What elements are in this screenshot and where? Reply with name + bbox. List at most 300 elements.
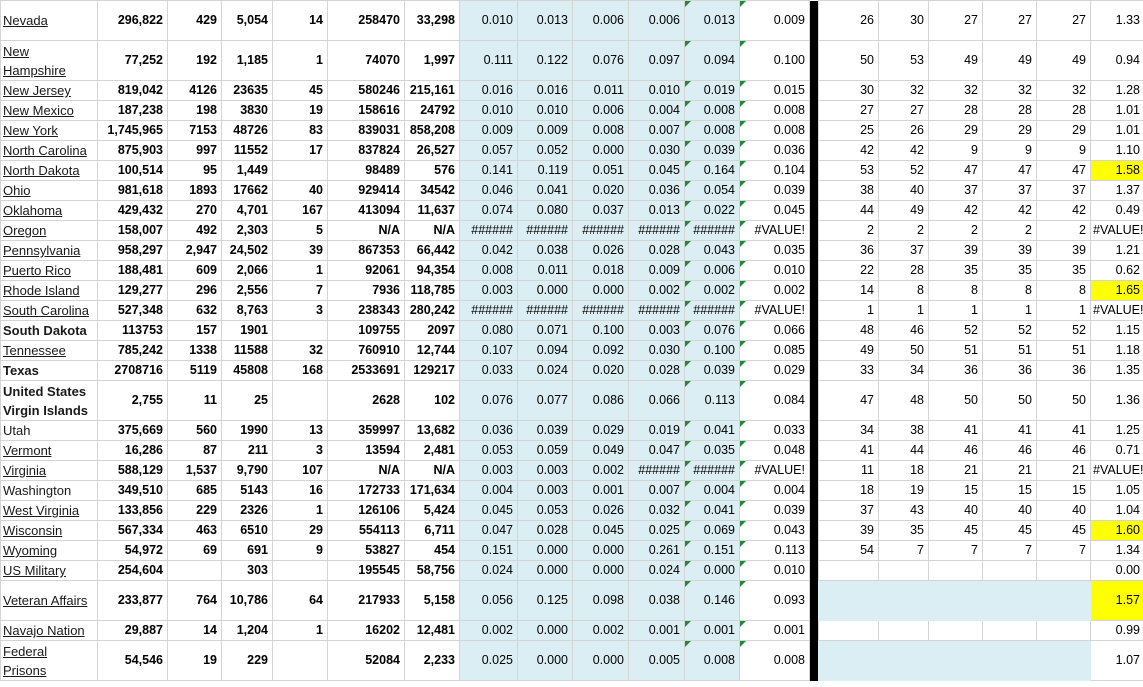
count-cell[interactable]: 839031 <box>328 121 405 141</box>
average-cell[interactable]: 0.008 <box>740 641 810 681</box>
rank-cell[interactable]: 32 <box>929 81 983 101</box>
ratio-cell[interactable]: ###### <box>629 461 685 481</box>
rank-cell[interactable]: 22 <box>819 261 879 281</box>
rank-cell[interactable]: 49 <box>879 201 929 221</box>
rank-cell[interactable]: 40 <box>1037 501 1091 521</box>
count-cell[interactable]: 5,054 <box>222 1 273 41</box>
count-cell[interactable]: 2533691 <box>328 361 405 381</box>
rank-cell[interactable]: 27 <box>983 1 1037 41</box>
rank-cell[interactable]: 34 <box>879 361 929 381</box>
ratio-cell[interactable]: 0.016 <box>518 81 573 101</box>
rank-cell[interactable]: 19 <box>879 481 929 501</box>
count-cell[interactable]: 238343 <box>328 301 405 321</box>
count-cell[interactable]: 158,007 <box>98 221 168 241</box>
row-label-cell[interactable]: South Carolina <box>1 301 98 321</box>
rank-cell[interactable]: 15 <box>1037 481 1091 501</box>
rank-cell[interactable] <box>983 621 1037 641</box>
score-cell[interactable]: 1.04 <box>1091 501 1143 521</box>
row-label-cell[interactable]: US Military <box>1 561 98 581</box>
rank-cell[interactable]: 53 <box>819 161 879 181</box>
count-cell[interactable]: 24,502 <box>222 241 273 261</box>
average-cell[interactable]: 0.001 <box>740 621 810 641</box>
count-cell[interactable]: 198 <box>168 101 222 121</box>
count-cell[interactable]: 1990 <box>222 421 273 441</box>
count-cell[interactable]: 133,856 <box>98 501 168 521</box>
count-cell[interactable]: 5,424 <box>405 501 460 521</box>
row-label-cell[interactable]: West Virginia <box>1 501 98 521</box>
rank-cell[interactable]: 50 <box>819 41 879 81</box>
count-cell[interactable]: 113753 <box>98 321 168 341</box>
score-cell[interactable]: 1.15 <box>1091 321 1143 341</box>
count-cell[interactable]: 2326 <box>222 501 273 521</box>
ratio-cell[interactable]: 0.080 <box>518 201 573 221</box>
score-cell[interactable]: 0.49 <box>1091 201 1143 221</box>
ratio-cell[interactable]: ###### <box>685 221 740 241</box>
rank-cell[interactable]: 36 <box>819 241 879 261</box>
average-cell[interactable]: 0.104 <box>740 161 810 181</box>
row-label-cell[interactable]: Federal Prisons <box>1 641 98 681</box>
rank-cell[interactable]: 30 <box>879 1 929 41</box>
rank-cell[interactable]: 49 <box>1037 41 1091 81</box>
ratio-cell[interactable]: 0.018 <box>573 261 629 281</box>
count-cell[interactable]: 2708716 <box>98 361 168 381</box>
count-cell[interactable]: 17 <box>273 141 328 161</box>
count-cell[interactable]: 19 <box>273 101 328 121</box>
rank-cell[interactable] <box>983 581 1037 621</box>
rank-cell[interactable]: 46 <box>983 441 1037 461</box>
count-cell[interactable]: 7 <box>273 281 328 301</box>
row-label-cell[interactable]: Pennsylvania <box>1 241 98 261</box>
count-cell[interactable] <box>273 161 328 181</box>
rank-cell[interactable]: 8 <box>879 281 929 301</box>
score-cell[interactable]: 1.60 <box>1091 521 1143 541</box>
count-cell[interactable]: N/A <box>405 221 460 241</box>
rank-cell[interactable]: 29 <box>929 121 983 141</box>
count-cell[interactable]: 92061 <box>328 261 405 281</box>
count-cell[interactable]: 77,252 <box>98 41 168 81</box>
rank-cell[interactable]: 47 <box>1037 161 1091 181</box>
row-label-cell[interactable]: New Mexico <box>1 101 98 121</box>
count-cell[interactable]: 48726 <box>222 121 273 141</box>
count-cell[interactable]: 98489 <box>328 161 405 181</box>
ratio-cell[interactable]: 0.006 <box>573 101 629 121</box>
count-cell[interactable]: 11 <box>168 381 222 421</box>
rank-cell[interactable] <box>879 621 929 641</box>
row-label-cell[interactable]: North Dakota <box>1 161 98 181</box>
rank-cell[interactable]: 1 <box>983 301 1037 321</box>
count-cell[interactable]: 229 <box>168 501 222 521</box>
count-cell[interactable]: 9 <box>273 541 328 561</box>
ratio-cell[interactable]: 0.036 <box>460 421 518 441</box>
score-cell[interactable]: 1.28 <box>1091 81 1143 101</box>
ratio-cell[interactable]: 0.098 <box>573 581 629 621</box>
rank-cell[interactable] <box>819 561 879 581</box>
rank-cell[interactable]: 49 <box>983 41 1037 81</box>
ratio-cell[interactable]: 0.036 <box>629 181 685 201</box>
count-cell[interactable]: 875,903 <box>98 141 168 161</box>
count-cell[interactable]: 691 <box>222 541 273 561</box>
ratio-cell[interactable]: 0.041 <box>685 421 740 441</box>
count-cell[interactable]: 1 <box>273 501 328 521</box>
rank-cell[interactable]: 52 <box>1037 321 1091 341</box>
count-cell[interactable]: 9,790 <box>222 461 273 481</box>
count-cell[interactable]: 258470 <box>328 1 405 41</box>
count-cell[interactable]: 2,755 <box>98 381 168 421</box>
count-cell[interactable]: 126106 <box>328 501 405 521</box>
rank-cell[interactable]: 26 <box>819 1 879 41</box>
rank-cell[interactable]: 47 <box>819 381 879 421</box>
count-cell[interactable]: N/A <box>405 461 460 481</box>
ratio-cell[interactable]: 0.010 <box>518 101 573 121</box>
rank-cell[interactable]: 48 <box>819 321 879 341</box>
rank-cell[interactable]: 35 <box>983 261 1037 281</box>
ratio-cell[interactable]: 0.001 <box>573 481 629 501</box>
ratio-cell[interactable]: 0.030 <box>629 141 685 161</box>
rank-cell[interactable]: 2 <box>1037 221 1091 241</box>
rank-cell[interactable] <box>879 581 929 621</box>
rank-cell[interactable] <box>819 581 879 621</box>
count-cell[interactable]: 4126 <box>168 81 222 101</box>
score-cell[interactable]: 1.05 <box>1091 481 1143 501</box>
score-cell[interactable]: 1.34 <box>1091 541 1143 561</box>
rank-cell[interactable]: 18 <box>819 481 879 501</box>
row-label-cell[interactable]: Ohio <box>1 181 98 201</box>
count-cell[interactable]: 211 <box>222 441 273 461</box>
ratio-cell[interactable]: 0.047 <box>629 441 685 461</box>
rank-cell[interactable] <box>1037 621 1091 641</box>
count-cell[interactable]: 171,634 <box>405 481 460 501</box>
count-cell[interactable]: 95 <box>168 161 222 181</box>
ratio-cell[interactable]: 0.107 <box>460 341 518 361</box>
rank-cell[interactable]: 8 <box>929 281 983 301</box>
count-cell[interactable] <box>273 561 328 581</box>
ratio-cell[interactable]: 0.008 <box>685 101 740 121</box>
ratio-cell[interactable]: 0.035 <box>685 441 740 461</box>
ratio-cell[interactable]: 0.028 <box>518 521 573 541</box>
ratio-cell[interactable]: 0.086 <box>573 381 629 421</box>
rank-cell[interactable]: 2 <box>819 221 879 241</box>
average-cell[interactable]: 0.002 <box>740 281 810 301</box>
count-cell[interactable]: 33,298 <box>405 1 460 41</box>
rank-cell[interactable]: 34 <box>819 421 879 441</box>
ratio-cell[interactable]: 0.057 <box>460 141 518 161</box>
average-cell[interactable]: 0.009 <box>740 1 810 41</box>
count-cell[interactable]: 764 <box>168 581 222 621</box>
count-cell[interactable]: 997 <box>168 141 222 161</box>
count-cell[interactable]: 413094 <box>328 201 405 221</box>
rank-cell[interactable]: 15 <box>983 481 1037 501</box>
count-cell[interactable]: 29,887 <box>98 621 168 641</box>
row-label-cell[interactable]: Virginia <box>1 461 98 481</box>
ratio-cell[interactable]: 0.113 <box>685 381 740 421</box>
count-cell[interactable]: 11552 <box>222 141 273 161</box>
ratio-cell[interactable]: 0.100 <box>685 341 740 361</box>
count-cell[interactable]: 16202 <box>328 621 405 641</box>
count-cell[interactable]: 229 <box>222 641 273 681</box>
ratio-cell[interactable]: 0.024 <box>518 361 573 381</box>
rank-cell[interactable]: 52 <box>983 321 1037 341</box>
ratio-cell[interactable]: 0.042 <box>460 241 518 261</box>
ratio-cell[interactable]: 0.045 <box>573 521 629 541</box>
rank-cell[interactable]: 51 <box>929 341 983 361</box>
rank-cell[interactable]: 51 <box>983 341 1037 361</box>
rank-cell[interactable]: 39 <box>929 241 983 261</box>
count-cell[interactable]: 102 <box>405 381 460 421</box>
ratio-cell[interactable]: 0.003 <box>460 281 518 301</box>
row-label-cell[interactable]: Puerto Rico <box>1 261 98 281</box>
ratio-cell[interactable]: 0.146 <box>685 581 740 621</box>
ratio-cell[interactable]: 0.005 <box>629 641 685 681</box>
ratio-cell[interactable]: 0.046 <box>460 181 518 201</box>
ratio-cell[interactable]: 0.025 <box>460 641 518 681</box>
rank-cell[interactable]: 41 <box>983 421 1037 441</box>
count-cell[interactable]: 217933 <box>328 581 405 621</box>
score-cell[interactable]: 1.07 <box>1091 641 1143 681</box>
count-cell[interactable]: 13 <box>273 421 328 441</box>
rank-cell[interactable]: 26 <box>879 121 929 141</box>
rank-cell[interactable]: 35 <box>879 521 929 541</box>
count-cell[interactable]: 1,745,965 <box>98 121 168 141</box>
count-cell[interactable]: 14 <box>273 1 328 41</box>
ratio-cell[interactable]: 0.007 <box>629 481 685 501</box>
count-cell[interactable]: 7936 <box>328 281 405 301</box>
row-label-cell[interactable]: Wisconsin <box>1 521 98 541</box>
rank-cell[interactable]: 47 <box>983 161 1037 181</box>
ratio-cell[interactable]: 0.025 <box>629 521 685 541</box>
rank-cell[interactable]: 43 <box>879 501 929 521</box>
row-label-cell[interactable]: Vermont <box>1 441 98 461</box>
ratio-cell[interactable]: ###### <box>518 301 573 321</box>
ratio-cell[interactable]: 0.009 <box>629 261 685 281</box>
ratio-cell[interactable]: 0.261 <box>629 541 685 561</box>
row-label-cell[interactable]: Oregon <box>1 221 98 241</box>
ratio-cell[interactable]: 0.094 <box>685 41 740 81</box>
rank-cell[interactable]: 7 <box>983 541 1037 561</box>
average-cell[interactable]: 0.093 <box>740 581 810 621</box>
ratio-cell[interactable]: 0.020 <box>573 361 629 381</box>
ratio-cell[interactable]: 0.002 <box>629 281 685 301</box>
average-cell[interactable]: 0.113 <box>740 541 810 561</box>
ratio-cell[interactable]: 0.026 <box>573 241 629 261</box>
count-cell[interactable]: N/A <box>328 221 405 241</box>
ratio-cell[interactable]: ###### <box>518 221 573 241</box>
count-cell[interactable]: 5 <box>273 221 328 241</box>
rank-cell[interactable]: 45 <box>929 521 983 541</box>
ratio-cell[interactable]: 0.066 <box>629 381 685 421</box>
count-cell[interactable]: 554113 <box>328 521 405 541</box>
rank-cell[interactable]: 50 <box>879 341 929 361</box>
rank-cell[interactable]: 53 <box>879 41 929 81</box>
rank-cell[interactable]: 46 <box>879 321 929 341</box>
ratio-cell[interactable]: 0.119 <box>518 161 573 181</box>
rank-cell[interactable]: 1 <box>929 301 983 321</box>
ratio-cell[interactable]: 0.000 <box>685 561 740 581</box>
count-cell[interactable]: 1893 <box>168 181 222 201</box>
rank-cell[interactable]: 46 <box>1037 441 1091 461</box>
ratio-cell[interactable]: 0.008 <box>685 121 740 141</box>
ratio-cell[interactable]: 0.069 <box>685 521 740 541</box>
ratio-cell[interactable]: 0.039 <box>685 361 740 381</box>
ratio-cell[interactable]: 0.092 <box>573 341 629 361</box>
ratio-cell[interactable]: 0.001 <box>685 621 740 641</box>
average-cell[interactable]: 0.008 <box>740 101 810 121</box>
average-cell[interactable]: 0.004 <box>740 481 810 501</box>
rank-cell[interactable]: 2 <box>929 221 983 241</box>
rank-cell[interactable]: 50 <box>929 381 983 421</box>
row-label-cell[interactable]: North Carolina <box>1 141 98 161</box>
rank-cell[interactable]: 35 <box>929 261 983 281</box>
rank-cell[interactable] <box>819 621 879 641</box>
rank-cell[interactable]: 27 <box>929 1 983 41</box>
ratio-cell[interactable]: 0.041 <box>685 501 740 521</box>
rank-cell[interactable]: 52 <box>929 321 983 341</box>
count-cell[interactable]: 83 <box>273 121 328 141</box>
count-cell[interactable]: 58,756 <box>405 561 460 581</box>
count-cell[interactable]: 188,481 <box>98 261 168 281</box>
count-cell[interactable]: 53827 <box>328 541 405 561</box>
count-cell[interactable]: 54,972 <box>98 541 168 561</box>
count-cell[interactable]: 74070 <box>328 41 405 81</box>
score-cell[interactable]: #VALUE! <box>1091 461 1143 481</box>
count-cell[interactable]: 5143 <box>222 481 273 501</box>
ratio-cell[interactable]: 0.019 <box>685 81 740 101</box>
ratio-cell[interactable]: 0.097 <box>629 41 685 81</box>
ratio-cell[interactable]: 0.004 <box>460 481 518 501</box>
ratio-cell[interactable]: ###### <box>573 221 629 241</box>
count-cell[interactable]: 958,297 <box>98 241 168 261</box>
count-cell[interactable]: 158616 <box>328 101 405 121</box>
average-cell[interactable]: 0.084 <box>740 381 810 421</box>
ratio-cell[interactable]: 0.094 <box>518 341 573 361</box>
average-cell[interactable]: 0.048 <box>740 441 810 461</box>
ratio-cell[interactable]: 0.038 <box>518 241 573 261</box>
ratio-cell[interactable]: 0.000 <box>518 641 573 681</box>
ratio-cell[interactable]: 0.039 <box>685 141 740 161</box>
ratio-cell[interactable]: 0.141 <box>460 161 518 181</box>
count-cell[interactable]: 819,042 <box>98 81 168 101</box>
ratio-cell[interactable]: 0.054 <box>685 181 740 201</box>
rank-cell[interactable]: 42 <box>983 201 1037 221</box>
score-cell[interactable]: 1.58 <box>1091 161 1143 181</box>
row-label-cell[interactable]: Texas <box>1 361 98 381</box>
count-cell[interactable]: 11588 <box>222 341 273 361</box>
average-cell[interactable]: #VALUE! <box>740 221 810 241</box>
count-cell[interactable]: 187,238 <box>98 101 168 121</box>
count-cell[interactable]: 100,514 <box>98 161 168 181</box>
rank-cell[interactable] <box>819 641 879 681</box>
score-cell[interactable]: 1.21 <box>1091 241 1143 261</box>
rank-cell[interactable]: 37 <box>929 181 983 201</box>
rank-cell[interactable]: 46 <box>929 441 983 461</box>
count-cell[interactable]: 1 <box>273 621 328 641</box>
count-cell[interactable]: 254,604 <box>98 561 168 581</box>
rank-cell[interactable] <box>1037 581 1091 621</box>
ratio-cell[interactable]: 0.053 <box>518 501 573 521</box>
rank-cell[interactable] <box>983 641 1037 681</box>
rank-cell[interactable]: 9 <box>983 141 1037 161</box>
rank-cell[interactable]: 1 <box>1037 301 1091 321</box>
score-cell[interactable]: 1.18 <box>1091 341 1143 361</box>
count-cell[interactable]: 16 <box>273 481 328 501</box>
row-label-cell[interactable]: Veteran Affairs <box>1 581 98 621</box>
ratio-cell[interactable]: 0.028 <box>629 361 685 381</box>
rank-cell[interactable]: 32 <box>879 81 929 101</box>
count-cell[interactable]: 632 <box>168 301 222 321</box>
ratio-cell[interactable]: 0.003 <box>518 481 573 501</box>
count-cell[interactable]: 118,785 <box>405 281 460 301</box>
ratio-cell[interactable]: 0.000 <box>573 141 629 161</box>
ratio-cell[interactable]: 0.002 <box>685 281 740 301</box>
rank-cell[interactable]: 1 <box>819 301 879 321</box>
rank-cell[interactable]: 18 <box>879 461 929 481</box>
rank-cell[interactable] <box>983 561 1037 581</box>
rank-cell[interactable]: 28 <box>1037 101 1091 121</box>
count-cell[interactable]: 2,947 <box>168 241 222 261</box>
ratio-cell[interactable]: 0.013 <box>685 1 740 41</box>
ratio-cell[interactable]: 0.003 <box>460 461 518 481</box>
count-cell[interactable]: 64 <box>273 581 328 621</box>
score-cell[interactable]: 1.57 <box>1091 581 1143 621</box>
rank-cell[interactable]: 35 <box>1037 261 1091 281</box>
count-cell[interactable]: 19 <box>168 641 222 681</box>
average-cell[interactable]: 0.008 <box>740 121 810 141</box>
ratio-cell[interactable]: 0.010 <box>460 1 518 41</box>
rank-cell[interactable]: 42 <box>879 141 929 161</box>
ratio-cell[interactable]: 0.020 <box>573 181 629 201</box>
ratio-cell[interactable]: 0.076 <box>573 41 629 81</box>
count-cell[interactable]: 167 <box>273 201 328 221</box>
rank-cell[interactable]: 11 <box>819 461 879 481</box>
row-label-cell[interactable]: Washington <box>1 481 98 501</box>
score-cell[interactable]: 1.10 <box>1091 141 1143 161</box>
rank-cell[interactable]: 27 <box>819 101 879 121</box>
rank-cell[interactable]: 36 <box>983 361 1037 381</box>
count-cell[interactable]: 760910 <box>328 341 405 361</box>
rank-cell[interactable] <box>1037 561 1091 581</box>
rank-cell[interactable]: 50 <box>1037 381 1091 421</box>
ratio-cell[interactable]: 0.006 <box>685 261 740 281</box>
ratio-cell[interactable]: 0.100 <box>573 321 629 341</box>
count-cell[interactable]: 172733 <box>328 481 405 501</box>
rank-cell[interactable]: 14 <box>819 281 879 301</box>
average-cell[interactable]: 0.015 <box>740 81 810 101</box>
ratio-cell[interactable]: 0.047 <box>460 521 518 541</box>
count-cell[interactable]: 66,442 <box>405 241 460 261</box>
count-cell[interactable]: 280,242 <box>405 301 460 321</box>
row-label-cell[interactable]: New Hampshire <box>1 41 98 81</box>
count-cell[interactable] <box>273 321 328 341</box>
rank-cell[interactable]: 52 <box>879 161 929 181</box>
count-cell[interactable]: 192 <box>168 41 222 81</box>
count-cell[interactable]: 215,161 <box>405 81 460 101</box>
rank-cell[interactable]: 42 <box>819 141 879 161</box>
count-cell[interactable]: 26,527 <box>405 141 460 161</box>
ratio-cell[interactable]: 0.006 <box>573 1 629 41</box>
rank-cell[interactable]: 45 <box>1037 521 1091 541</box>
rank-cell[interactable]: 54 <box>819 541 879 561</box>
count-cell[interactable]: 981,618 <box>98 181 168 201</box>
rank-cell[interactable]: 40 <box>929 501 983 521</box>
rank-cell[interactable]: 7 <box>879 541 929 561</box>
count-cell[interactable]: 24792 <box>405 101 460 121</box>
count-cell[interactable]: 129217 <box>405 361 460 381</box>
count-cell[interactable]: 13,682 <box>405 421 460 441</box>
row-label-cell[interactable]: Tennessee <box>1 341 98 361</box>
ratio-cell[interactable]: 0.011 <box>518 261 573 281</box>
count-cell[interactable]: 560 <box>168 421 222 441</box>
row-label-cell[interactable]: Navajo Nation <box>1 621 98 641</box>
count-cell[interactable]: 2628 <box>328 381 405 421</box>
